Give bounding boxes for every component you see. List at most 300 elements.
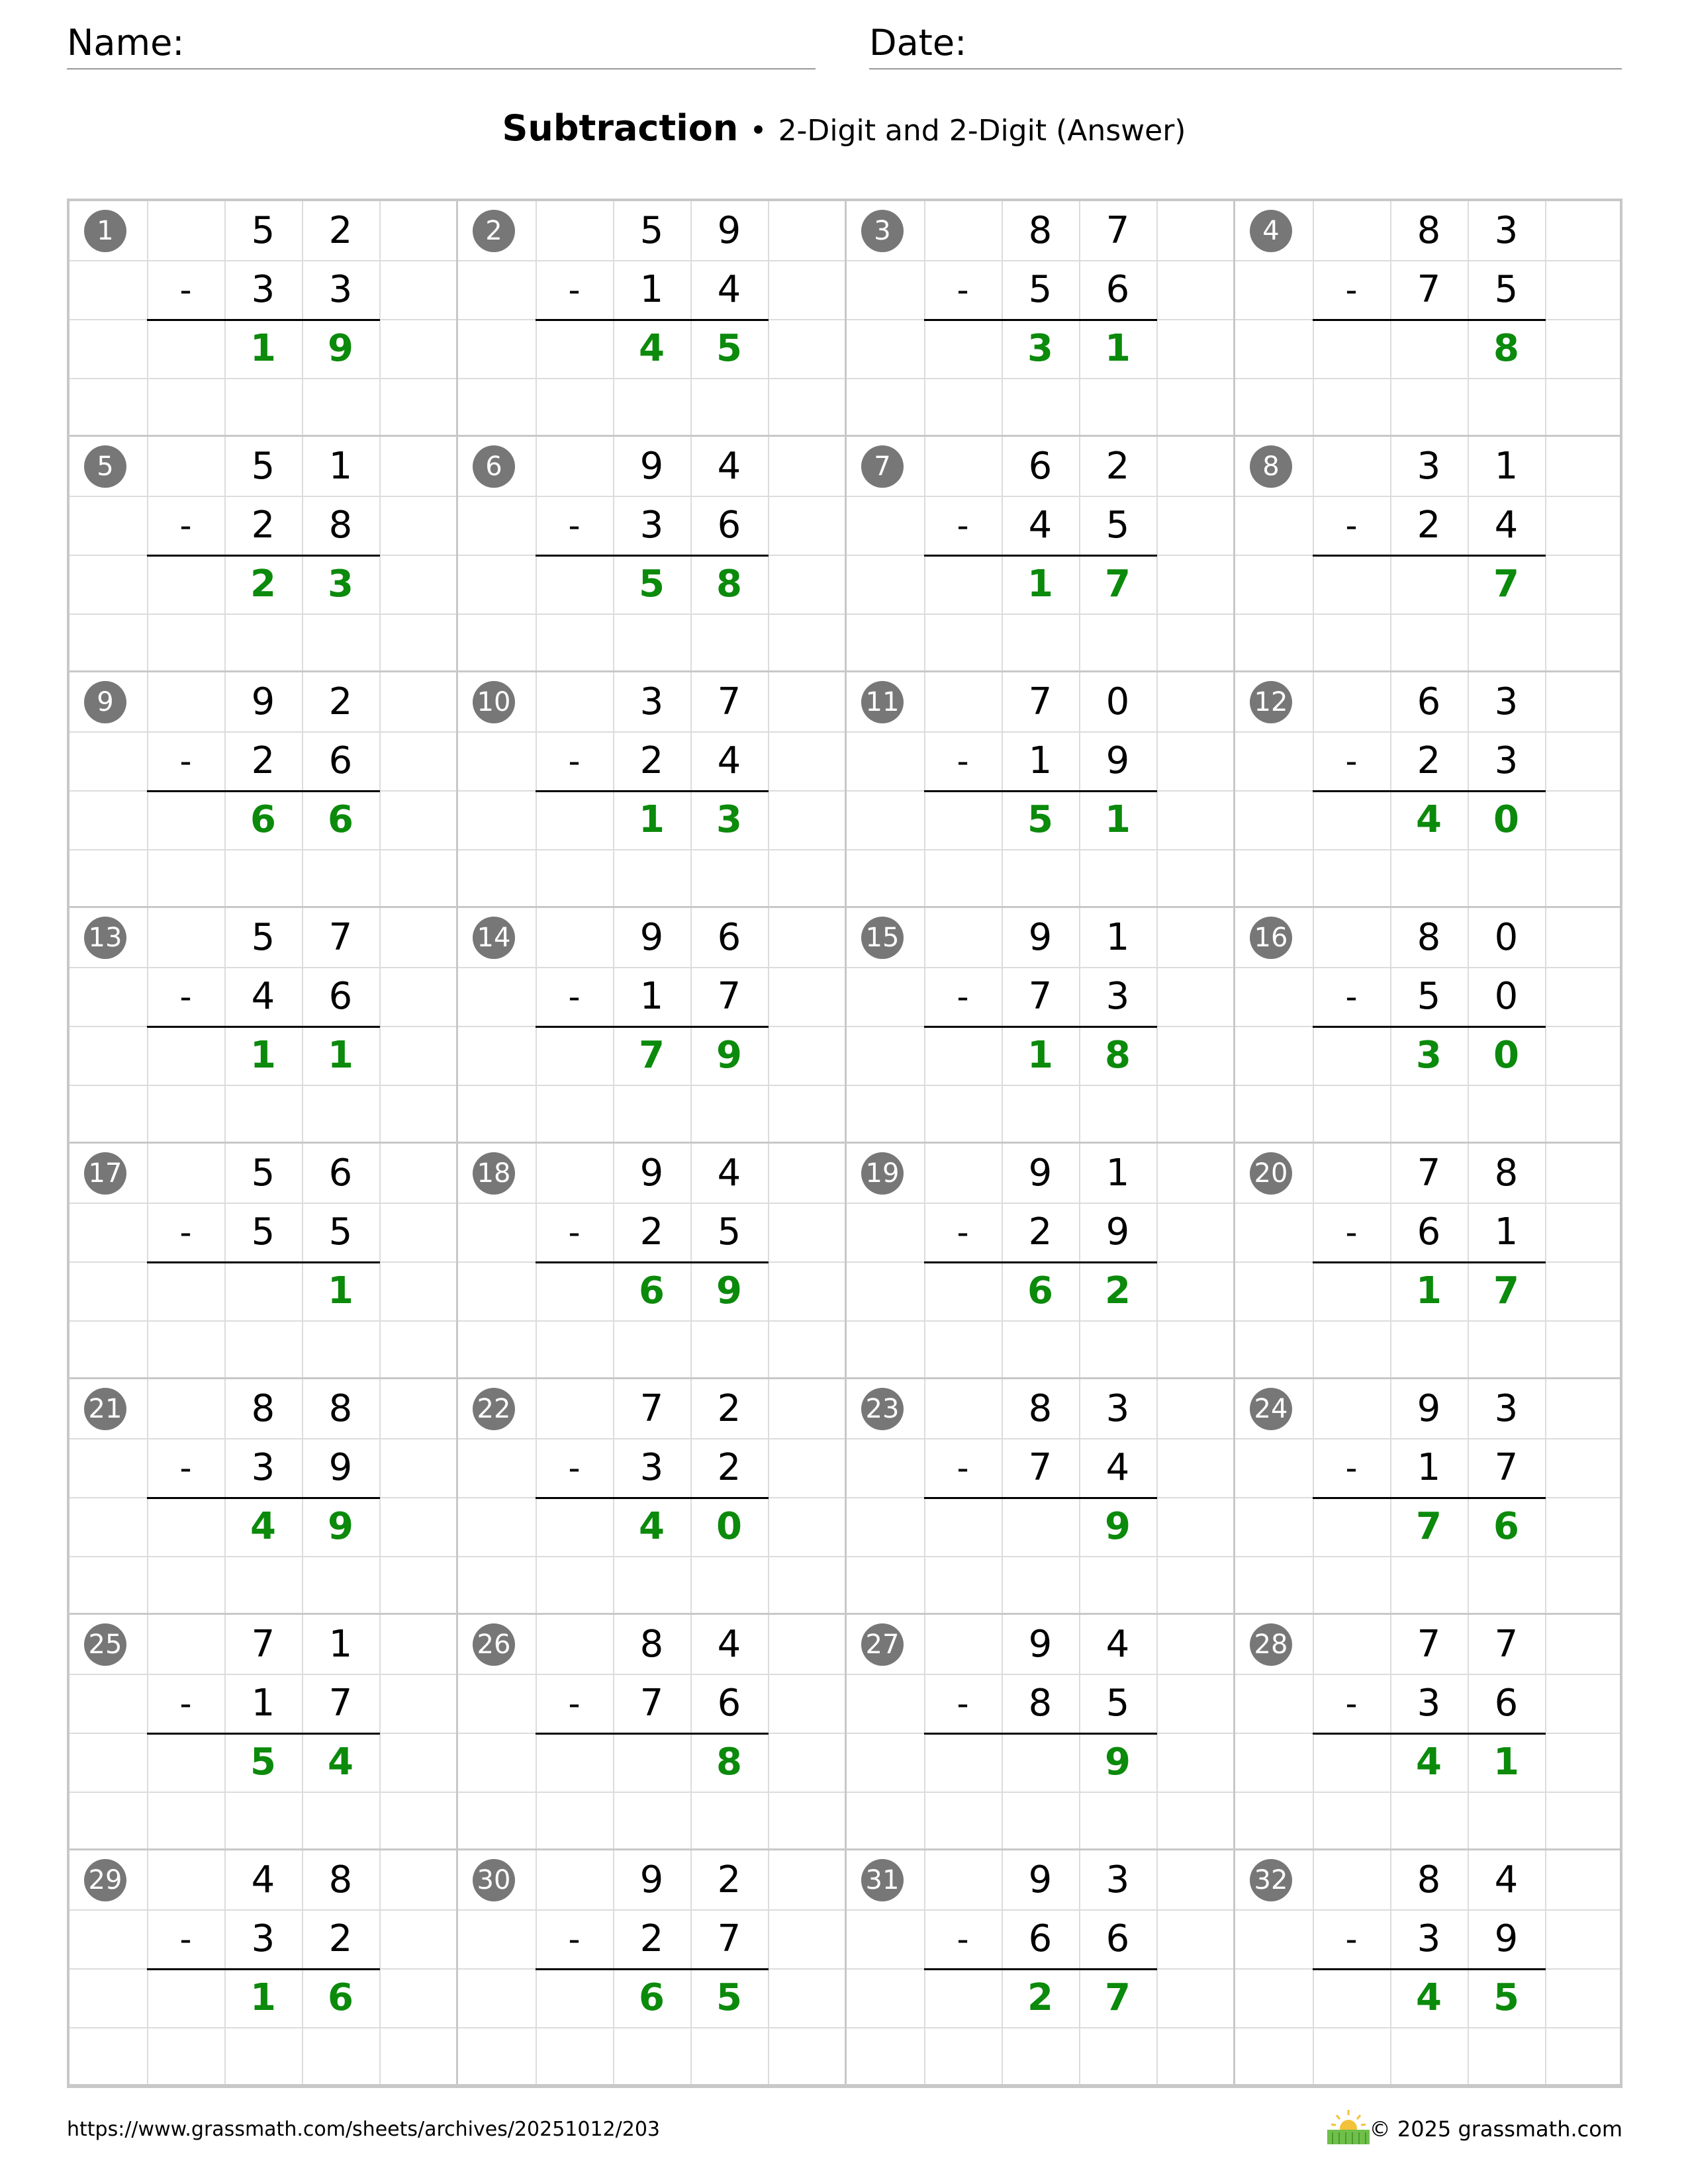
grid-line	[1235, 2027, 1622, 2028]
problem-number-badge: 8	[1250, 445, 1292, 488]
subtrahend-tens: 3	[251, 1917, 275, 1960]
problem-number-badge: 16	[1250, 917, 1292, 959]
grid-line	[458, 378, 847, 379]
answer-tens: 5	[1027, 798, 1053, 841]
grid-line	[70, 1085, 458, 1086]
minuend-tens: 6	[1417, 680, 1441, 723]
grid-line	[847, 1792, 1235, 1793]
minuend-tens: 6	[1028, 445, 1053, 488]
sun-over-grass-icon	[1327, 2109, 1370, 2144]
answer-ones: 4	[328, 1741, 353, 1784]
minuend-ones: 4	[1105, 1623, 1130, 1666]
subtrahend-ones: 6	[1105, 1917, 1130, 1960]
subtrahend-tens: 2	[251, 504, 275, 547]
minuend-ones: 2	[328, 680, 353, 723]
minus-sign: -	[1345, 1919, 1358, 1958]
problem-8	[1235, 437, 1622, 672]
subtrahend-ones: 5	[328, 1210, 353, 1253]
minuend-ones: 0	[1494, 916, 1519, 959]
minuend-tens: 9	[1028, 1152, 1053, 1195]
subtrahend-tens: 1	[639, 268, 664, 311]
minuend-tens: 4	[251, 1858, 275, 1901]
problem-number-badge: 13	[84, 917, 126, 959]
subtrahend-tens: 1	[1417, 1446, 1441, 1489]
grid-line	[70, 1792, 458, 1793]
minus-sign: -	[568, 1684, 581, 1723]
answer-ones: 6	[1493, 1505, 1519, 1548]
minuend-ones: 8	[1494, 1152, 1519, 1195]
problem-number-badge: 2	[473, 210, 515, 252]
grid-line	[1235, 1320, 1622, 1322]
minus-sign: -	[957, 741, 969, 780]
subtrahend-tens: 5	[1417, 975, 1441, 1018]
minus-sign: -	[1345, 977, 1358, 1016]
problem-12	[1235, 672, 1622, 908]
footer-copyright: © 2025 grassmath.com	[1369, 2116, 1622, 2142]
answer-tens: 1	[250, 1034, 276, 1077]
minuend-tens: 9	[639, 916, 664, 959]
grid-line	[847, 1085, 1235, 1086]
minus-sign: -	[568, 270, 581, 309]
answer-ones: 5	[716, 1976, 742, 2019]
answer-tens: 7	[639, 1034, 665, 1077]
problem-separator	[70, 2084, 458, 2086]
subtrahend-ones: 5	[1105, 504, 1130, 547]
problem-number-badge: 3	[861, 210, 904, 252]
minus-sign: -	[1345, 270, 1358, 309]
answer-ones: 7	[1105, 1976, 1131, 2019]
subtrahend-ones: 4	[1105, 1446, 1130, 1489]
minuend-tens: 5	[639, 209, 664, 252]
subtrahend-tens: 2	[1417, 739, 1441, 782]
minus-sign: -	[957, 1448, 969, 1487]
subtrahend-ones: 8	[328, 504, 353, 547]
problem-20	[1235, 1144, 1622, 1379]
grid-line	[1235, 849, 1622, 850]
problem-26	[458, 1615, 847, 1850]
problem-grid	[67, 199, 1622, 2088]
minuend-tens: 9	[639, 445, 664, 488]
answer-ones: 9	[1105, 1505, 1131, 1548]
subtrahend-tens: 2	[639, 1917, 664, 1960]
minus-sign: -	[1345, 506, 1358, 545]
grid-line	[70, 2027, 458, 2028]
minus-sign: -	[957, 1212, 969, 1251]
answer-ones: 8	[1493, 327, 1519, 370]
subtrahend-tens: 3	[639, 1446, 664, 1489]
subtrahend-tens: 2	[1028, 1210, 1053, 1253]
grid-line	[1235, 1085, 1622, 1086]
answer-tens: 6	[639, 1976, 665, 2019]
answer-ones: 5	[1493, 1976, 1519, 2019]
minuend-ones: 7	[1494, 1623, 1519, 1666]
minus-sign: -	[179, 1448, 192, 1487]
problem-11	[847, 672, 1235, 908]
grid-line	[70, 614, 458, 615]
minuend-ones: 8	[328, 1387, 353, 1430]
minus-sign: -	[179, 1684, 192, 1723]
subtrahend-tens: 2	[1417, 504, 1441, 547]
minuend-ones: 4	[1494, 1858, 1519, 1901]
answer-ones: 6	[328, 1976, 353, 2019]
problem-23	[847, 1379, 1235, 1615]
subtrahend-tens: 4	[251, 975, 275, 1018]
problem-27	[847, 1615, 1235, 1850]
minus-sign: -	[957, 977, 969, 1016]
grid-line	[1235, 614, 1622, 615]
minuend-ones: 4	[717, 1623, 741, 1666]
subtrahend-ones: 9	[1105, 739, 1130, 782]
minus-sign: -	[179, 1919, 192, 1958]
answer-tens: 6	[250, 798, 276, 841]
subtrahend-ones: 7	[717, 1917, 741, 1960]
subtrahend-ones: 3	[1494, 739, 1519, 782]
subtrahend-tens: 7	[1417, 268, 1441, 311]
minus-sign: -	[568, 1212, 581, 1251]
minuend-tens: 3	[1417, 445, 1441, 488]
answer-ones: 0	[716, 1505, 742, 1548]
answer-tens: 2	[1027, 1976, 1053, 2019]
answer-ones: 5	[716, 327, 742, 370]
problem-number-badge: 25	[84, 1623, 126, 1666]
minuend-ones: 3	[1105, 1858, 1130, 1901]
answer-ones: 9	[328, 1505, 353, 1548]
grid-line	[1235, 1556, 1622, 1557]
problem-number-badge: 28	[1250, 1623, 1292, 1666]
answer-tens: 2	[250, 563, 276, 606]
subtrahend-ones: 7	[717, 975, 741, 1018]
problem-1	[70, 201, 458, 437]
answer-ones: 3	[328, 563, 353, 606]
minus-sign: -	[1345, 1448, 1358, 1487]
answer-ones: 1	[328, 1269, 353, 1312]
minuend-ones: 7	[1105, 209, 1130, 252]
answer-tens: 1	[639, 798, 665, 841]
minus-sign: -	[179, 506, 192, 545]
problem-number-badge: 14	[473, 917, 515, 959]
subtrahend-ones: 6	[1494, 1682, 1519, 1725]
answer-ones: 1	[1105, 327, 1131, 370]
problem-number-badge: 21	[84, 1388, 126, 1430]
subtrahend-tens: 7	[1028, 975, 1053, 1018]
answer-tens: 1	[1027, 1034, 1053, 1077]
subtrahend-ones: 5	[1494, 268, 1519, 311]
minuend-tens: 9	[639, 1858, 664, 1901]
answer-ones: 6	[328, 798, 353, 841]
minuend-tens: 8	[1417, 916, 1441, 959]
grid-line	[847, 378, 1235, 379]
problem-number-badge: 23	[861, 1388, 904, 1430]
answer-tens: 5	[639, 563, 665, 606]
problem-28	[1235, 1615, 1622, 1850]
answer-ones: 7	[1493, 1269, 1519, 1312]
subtrahend-ones: 6	[328, 975, 353, 1018]
name-label: Name:	[67, 22, 185, 64]
minuend-tens: 8	[1028, 209, 1053, 252]
subtrahend-tens: 1	[251, 1682, 275, 1725]
minuend-ones: 3	[1494, 1387, 1519, 1430]
answer-ones: 9	[716, 1269, 742, 1312]
minuend-ones: 4	[717, 1152, 741, 1195]
problem-6	[458, 437, 847, 672]
problem-number-badge: 11	[861, 681, 904, 723]
minuend-tens: 9	[1028, 1858, 1053, 1901]
minuend-tens: 8	[1417, 209, 1441, 252]
minuend-tens: 9	[639, 1152, 664, 1195]
problem-number-badge: 12	[1250, 681, 1292, 723]
problem-31	[847, 1850, 1235, 2086]
subtrahend-tens: 5	[1028, 268, 1053, 311]
minuend-tens: 3	[639, 680, 664, 723]
answer-ones: 1	[328, 1034, 353, 1077]
problem-29	[70, 1850, 458, 2086]
title-subtitle: 2-Digit and 2-Digit (Answer)	[778, 114, 1186, 148]
problem-15	[847, 908, 1235, 1144]
answer-tens: 4	[639, 327, 665, 370]
grid-line	[70, 849, 458, 850]
problem-number-badge: 6	[473, 445, 515, 488]
minuend-ones: 6	[717, 916, 741, 959]
problem-number-badge: 30	[473, 1859, 515, 1901]
minuend-ones: 7	[717, 680, 741, 723]
answer-ones: 8	[716, 1741, 742, 1784]
problem-number-badge: 24	[1250, 1388, 1292, 1430]
subtrahend-tens: 8	[1028, 1682, 1053, 1725]
problem-number-badge: 22	[473, 1388, 515, 1430]
subtrahend-ones: 9	[1105, 1210, 1130, 1253]
minuend-ones: 2	[717, 1387, 741, 1430]
problem-2	[458, 201, 847, 437]
problem-number-badge: 18	[473, 1152, 515, 1195]
answer-tens: 1	[250, 1976, 276, 2019]
answer-ones: 1	[1493, 1741, 1519, 1784]
subtrahend-tens: 2	[251, 739, 275, 782]
subtrahend-ones: 9	[1494, 1917, 1519, 1960]
minuend-tens: 5	[251, 209, 275, 252]
answer-ones: 0	[1493, 1034, 1519, 1077]
problem-number-badge: 15	[861, 917, 904, 959]
answer-tens: 1	[250, 327, 276, 370]
grid-line	[847, 2027, 1235, 2028]
problem-number-badge: 19	[861, 1152, 904, 1195]
subtrahend-ones: 6	[1105, 268, 1130, 311]
grid-line	[458, 1792, 847, 1793]
problem-7	[847, 437, 1235, 672]
problem-number-badge: 4	[1250, 210, 1292, 252]
minuend-tens: 9	[1028, 916, 1053, 959]
minuend-ones: 2	[717, 1858, 741, 1901]
problem-number-badge: 9	[84, 681, 126, 723]
minus-sign: -	[568, 977, 581, 1016]
subtrahend-tens: 7	[639, 1682, 664, 1725]
minuend-ones: 4	[717, 445, 741, 488]
answer-ones: 8	[1105, 1034, 1131, 1077]
subtrahend-ones: 2	[328, 1917, 353, 1960]
problem-10	[458, 672, 847, 908]
subtrahend-tens: 5	[251, 1210, 275, 1253]
subtrahend-tens: 2	[639, 739, 664, 782]
answer-tens: 5	[250, 1741, 276, 1784]
problem-separator	[458, 2084, 847, 2086]
minus-sign: -	[568, 506, 581, 545]
problem-number-badge: 7	[861, 445, 904, 488]
footer-url: https://www.grassmath.com/sheets/archives/20251012/203	[67, 2118, 661, 2141]
minus-sign: -	[957, 1684, 969, 1723]
minus-sign: -	[568, 1919, 581, 1958]
problem-13	[70, 908, 458, 1144]
minuend-ones: 1	[328, 445, 353, 488]
grid-line	[458, 1320, 847, 1322]
problem-22	[458, 1379, 847, 1615]
grid-line	[847, 614, 1235, 615]
minuend-ones: 1	[1105, 1152, 1130, 1195]
answer-tens: 4	[1416, 798, 1442, 841]
problem-number-badge: 10	[473, 681, 515, 723]
subtrahend-ones: 6	[717, 1682, 741, 1725]
subtrahend-ones: 5	[717, 1210, 741, 1253]
minuend-tens: 9	[251, 680, 275, 723]
minuend-tens: 9	[1028, 1623, 1053, 1666]
grid-line	[458, 849, 847, 850]
minuend-ones: 2	[328, 209, 353, 252]
subtrahend-ones: 3	[1105, 975, 1130, 1018]
answer-tens: 3	[1027, 327, 1053, 370]
date-line	[869, 68, 1622, 69]
answer-tens: 6	[639, 1269, 665, 1312]
title-bullet: •	[749, 114, 767, 148]
minus-sign: -	[1345, 741, 1358, 780]
subtrahend-tens: 6	[1417, 1210, 1441, 1253]
subtrahend-tens: 6	[1028, 1917, 1053, 1960]
subtrahend-tens: 7	[1028, 1446, 1053, 1489]
minus-sign: -	[179, 270, 192, 309]
grid-line	[458, 1085, 847, 1086]
answer-ones: 9	[1105, 1741, 1131, 1784]
problem-number-badge: 29	[84, 1859, 126, 1901]
minuend-ones: 1	[1494, 445, 1519, 488]
grid-line	[458, 614, 847, 615]
answer-tens: 4	[639, 1505, 665, 1548]
answer-ones: 7	[1493, 563, 1519, 606]
minuend-ones: 6	[328, 1152, 353, 1195]
title-main: Subtraction	[502, 107, 739, 149]
answer-ones: 1	[1105, 798, 1131, 841]
problem-25	[70, 1615, 458, 1850]
problem-9	[70, 672, 458, 908]
minuend-ones: 3	[1105, 1387, 1130, 1430]
minuend-ones: 1	[1105, 916, 1130, 959]
subtrahend-tens: 1	[1028, 739, 1053, 782]
problem-14	[458, 908, 847, 1144]
subtrahend-tens: 4	[1028, 504, 1053, 547]
minuend-tens: 5	[251, 916, 275, 959]
minuend-tens: 7	[251, 1623, 275, 1666]
minuend-tens: 7	[639, 1387, 664, 1430]
subtrahend-tens: 1	[639, 975, 664, 1018]
problem-number-badge: 17	[84, 1152, 126, 1195]
answer-ones: 8	[716, 563, 742, 606]
problem-4	[1235, 201, 1622, 437]
subtrahend-ones: 7	[328, 1682, 353, 1725]
date-label: Date:	[869, 22, 967, 64]
subtrahend-tens: 3	[639, 504, 664, 547]
grid-line	[1235, 1792, 1622, 1793]
answer-tens: 4	[1416, 1976, 1442, 2019]
minus-sign: -	[568, 1448, 581, 1487]
problem-number-badge: 5	[84, 445, 126, 488]
grid-line	[847, 1320, 1235, 1322]
subtrahend-ones: 2	[717, 1446, 741, 1489]
grid-line	[847, 1556, 1235, 1557]
problem-number-badge: 26	[473, 1623, 515, 1666]
minuend-tens: 7	[1028, 680, 1053, 723]
grid-line	[70, 1556, 458, 1557]
answer-tens: 7	[1416, 1505, 1442, 1548]
problem-16	[1235, 908, 1622, 1144]
minuend-tens: 8	[1028, 1387, 1053, 1430]
minuend-ones: 8	[328, 1858, 353, 1901]
minus-sign: -	[568, 741, 581, 780]
minuend-ones: 9	[717, 209, 741, 252]
problem-18	[458, 1144, 847, 1379]
answer-ones: 9	[716, 1034, 742, 1077]
minus-sign: -	[1345, 1212, 1358, 1251]
name-line	[67, 68, 816, 69]
answer-tens: 4	[250, 1505, 276, 1548]
answer-ones: 7	[1105, 563, 1131, 606]
subtrahend-tens: 3	[1417, 1682, 1441, 1725]
subtrahend-ones: 6	[717, 504, 741, 547]
answer-ones: 3	[716, 798, 742, 841]
answer-ones: 0	[1493, 798, 1519, 841]
subtrahend-ones: 4	[717, 739, 741, 782]
minuend-tens: 8	[251, 1387, 275, 1430]
subtrahend-ones: 9	[328, 1446, 353, 1489]
subtrahend-tens: 2	[639, 1210, 664, 1253]
minuend-tens: 7	[1417, 1152, 1441, 1195]
problem-separator	[847, 2084, 1235, 2086]
minuend-ones: 7	[328, 916, 353, 959]
problem-number-badge: 27	[861, 1623, 904, 1666]
minuend-tens: 7	[1417, 1623, 1441, 1666]
problem-24	[1235, 1379, 1622, 1615]
minuend-ones: 3	[1494, 680, 1519, 723]
subtrahend-tens: 3	[251, 268, 275, 311]
problem-number-badge: 20	[1250, 1152, 1292, 1195]
minus-sign: -	[179, 1212, 192, 1251]
answer-tens: 1	[1027, 563, 1053, 606]
answer-ones: 2	[1105, 1269, 1131, 1312]
problem-number-badge: 1	[84, 210, 126, 252]
problem-5	[70, 437, 458, 672]
minus-sign: -	[957, 506, 969, 545]
subtrahend-tens: 3	[1417, 1917, 1441, 1960]
problem-number-badge: 32	[1250, 1859, 1292, 1901]
answer-tens: 1	[1416, 1269, 1442, 1312]
minuend-tens: 8	[639, 1623, 664, 1666]
problem-32	[1235, 1850, 1622, 2086]
subtrahend-ones: 0	[1494, 975, 1519, 1018]
grid-line	[847, 849, 1235, 850]
minuend-tens: 5	[251, 1152, 275, 1195]
answer-ones: 9	[328, 327, 353, 370]
subtrahend-ones: 1	[1494, 1210, 1519, 1253]
subtrahend-ones: 6	[328, 739, 353, 782]
grid-line	[458, 2027, 847, 2028]
minuend-tens: 9	[1417, 1387, 1441, 1430]
subtrahend-ones: 7	[1494, 1446, 1519, 1489]
grid-line	[458, 1556, 847, 1557]
